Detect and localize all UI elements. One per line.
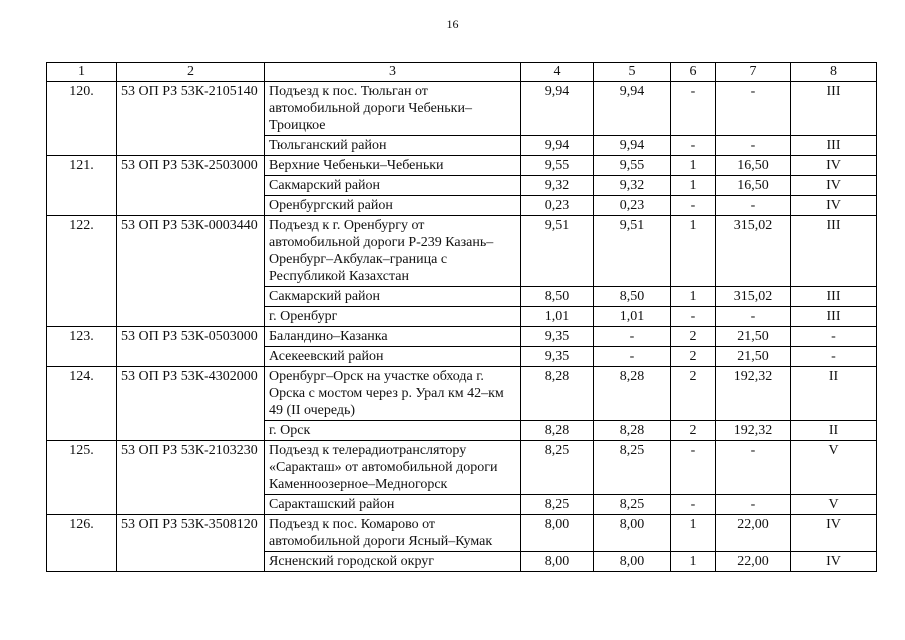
table-row-road: [47, 327, 877, 347]
roads-table: [46, 62, 877, 572]
entry-number-cell: 121.: [47, 156, 117, 176]
table-row-district: [47, 307, 877, 327]
value-cell: 315,02: [716, 216, 791, 287]
road-name-cell: Подъезд к г. Оренбургу от автомобильной дороги Р-239 Казань–Оренбург–Акбулак–граница с Республикой Казахстан: [265, 216, 521, 287]
length-asphalt-cell: -: [594, 347, 671, 367]
length-total-cell: 9,55: [521, 156, 594, 176]
category-cell: -: [791, 347, 877, 367]
empty-cell: [117, 421, 265, 441]
empty-cell: [47, 421, 117, 441]
road-name-cell: Подъезд к телерадиотранслятору «Саракташ» от автомобильной дороги Каменноозерное–Медногорск: [265, 441, 521, 495]
lanes-cell: 2: [671, 421, 716, 441]
length-total-cell: 8,25: [521, 441, 594, 495]
page-number: 16: [446, 17, 459, 31]
category-cell: IV: [791, 552, 877, 572]
header-cell: 2: [117, 63, 265, 82]
length-asphalt-cell: 9,55: [594, 156, 671, 176]
entry-number-cell: 124.: [47, 367, 117, 421]
value-cell: 192,32: [716, 367, 791, 421]
length-asphalt-cell: 8,50: [594, 287, 671, 307]
lanes-cell: -: [671, 495, 716, 515]
value-cell: 315,02: [716, 287, 791, 307]
table-row-road: [47, 156, 877, 176]
value-cell: 22,00: [716, 515, 791, 552]
length-total-cell: 9,94: [521, 82, 594, 136]
length-total-cell: 9,51: [521, 216, 594, 287]
empty-cell: [117, 136, 265, 156]
lanes-cell: -: [671, 196, 716, 216]
empty-cell: [47, 495, 117, 515]
length-total-cell: 8,28: [521, 367, 594, 421]
table-row-district: [47, 136, 877, 156]
empty-cell: [117, 176, 265, 196]
value-cell: 21,50: [716, 327, 791, 347]
category-cell: IV: [791, 156, 877, 176]
length-total-cell: 8,00: [521, 552, 594, 572]
empty-cell: [117, 307, 265, 327]
value-cell: -: [716, 136, 791, 156]
length-asphalt-cell: 8,00: [594, 552, 671, 572]
table-row-road: [47, 82, 877, 136]
table-row-district: [47, 287, 877, 307]
road-name-cell: Баландино–Казанка: [265, 327, 521, 347]
lanes-cell: -: [671, 441, 716, 495]
length-total-cell: 8,50: [521, 287, 594, 307]
category-cell: II: [791, 421, 877, 441]
empty-cell: [47, 196, 117, 216]
lanes-cell: -: [671, 307, 716, 327]
value-cell: -: [716, 307, 791, 327]
district-name-cell: Оренбургский район: [265, 196, 521, 216]
value-cell: -: [716, 495, 791, 515]
empty-cell: [47, 287, 117, 307]
empty-cell: [117, 287, 265, 307]
empty-cell: [117, 196, 265, 216]
length-asphalt-cell: 8,00: [594, 515, 671, 552]
category-cell: III: [791, 287, 877, 307]
table-row-district: [47, 495, 877, 515]
value-cell: 192,32: [716, 421, 791, 441]
entry-number-cell: 120.: [47, 82, 117, 136]
road-code-cell: 53 ОП РЗ 53К-2105140: [117, 82, 265, 136]
empty-cell: [47, 347, 117, 367]
category-cell: III: [791, 307, 877, 327]
category-cell: IV: [791, 176, 877, 196]
length-asphalt-cell: 9,94: [594, 136, 671, 156]
empty-cell: [117, 347, 265, 367]
category-cell: III: [791, 216, 877, 287]
value-cell: 21,50: [716, 347, 791, 367]
length-asphalt-cell: 8,25: [594, 441, 671, 495]
district-name-cell: Тюльганский район: [265, 136, 521, 156]
entry-number-cell: 126.: [47, 515, 117, 552]
empty-cell: [47, 176, 117, 196]
road-code-cell: 53 ОП РЗ 53К-3508120: [117, 515, 265, 552]
length-asphalt-cell: 9,32: [594, 176, 671, 196]
length-total-cell: 9,94: [521, 136, 594, 156]
length-asphalt-cell: 8,28: [594, 421, 671, 441]
road-code-cell: 53 ОП РЗ 53К-4302000: [117, 367, 265, 421]
road-name-cell: Подъезд к пос. Тюльган от автомобильной дороги Чебеньки–Троицкое: [265, 82, 521, 136]
length-asphalt-cell: -: [594, 327, 671, 347]
category-cell: III: [791, 82, 877, 136]
length-asphalt-cell: 0,23: [594, 196, 671, 216]
table-row-road: [47, 441, 877, 495]
length-asphalt-cell: 8,28: [594, 367, 671, 421]
length-total-cell: 8,25: [521, 495, 594, 515]
lanes-cell: 1: [671, 552, 716, 572]
category-cell: V: [791, 495, 877, 515]
lanes-cell: 1: [671, 156, 716, 176]
entry-number-cell: 122.: [47, 216, 117, 287]
entry-number-cell: 123.: [47, 327, 117, 347]
category-cell: V: [791, 441, 877, 495]
length-asphalt-cell: 1,01: [594, 307, 671, 327]
length-total-cell: 9,35: [521, 327, 594, 347]
table-row-district: [47, 421, 877, 441]
lanes-cell: 1: [671, 176, 716, 196]
entry-number-cell: 125.: [47, 441, 117, 495]
district-name-cell: Саракташский район: [265, 495, 521, 515]
table-body: [47, 82, 877, 572]
road-code-cell: 53 ОП РЗ 53К-0503000: [117, 327, 265, 347]
category-cell: -: [791, 327, 877, 347]
lanes-cell: 1: [671, 287, 716, 307]
lanes-cell: -: [671, 136, 716, 156]
length-total-cell: 8,00: [521, 515, 594, 552]
length-total-cell: 0,23: [521, 196, 594, 216]
road-code-cell: 53 ОП РЗ 53К-2103230: [117, 441, 265, 495]
table-row-district: [47, 552, 877, 572]
length-asphalt-cell: 9,51: [594, 216, 671, 287]
lanes-cell: 1: [671, 216, 716, 287]
road-name-cell: Верхние Чебеньки–Чебеньки: [265, 156, 521, 176]
header-cell: 3: [265, 63, 521, 82]
road-name-cell: Оренбург–Орск на участке обхода г. Орска с мостом через р. Урал км 42–км 49 (II очередь): [265, 367, 521, 421]
header-cell: 4: [521, 63, 594, 82]
value-cell: 22,00: [716, 552, 791, 572]
header-cell: 1: [47, 63, 117, 82]
length-total-cell: 8,28: [521, 421, 594, 441]
empty-cell: [117, 495, 265, 515]
road-name-cell: Подъезд к пос. Комарово от автомобильной дороги Ясный–Кумак: [265, 515, 521, 552]
table-row-road: [47, 216, 877, 287]
empty-cell: [47, 136, 117, 156]
lanes-cell: 2: [671, 347, 716, 367]
road-code-cell: 53 ОП РЗ 53К-0003440: [117, 216, 265, 287]
empty-cell: [47, 552, 117, 572]
header-cell: 6: [671, 63, 716, 82]
length-asphalt-cell: 9,94: [594, 82, 671, 136]
category-cell: IV: [791, 515, 877, 552]
district-name-cell: Сакмарский район: [265, 287, 521, 307]
lanes-cell: 1: [671, 515, 716, 552]
table-row-district: [47, 176, 877, 196]
length-asphalt-cell: 8,25: [594, 495, 671, 515]
length-total-cell: 9,32: [521, 176, 594, 196]
lanes-cell: 2: [671, 367, 716, 421]
lanes-cell: -: [671, 82, 716, 136]
value-cell: -: [716, 196, 791, 216]
value-cell: 16,50: [716, 176, 791, 196]
category-cell: IV: [791, 196, 877, 216]
header-cell: 7: [716, 63, 791, 82]
category-cell: III: [791, 136, 877, 156]
value-cell: -: [716, 82, 791, 136]
length-total-cell: 1,01: [521, 307, 594, 327]
table-row-district: [47, 196, 877, 216]
table-row-road: [47, 515, 877, 552]
table-row-road: [47, 367, 877, 421]
district-name-cell: Ясненский городской округ: [265, 552, 521, 572]
header-cell: 8: [791, 63, 877, 82]
district-name-cell: Асекеевский район: [265, 347, 521, 367]
district-name-cell: Сакмарский район: [265, 176, 521, 196]
district-name-cell: г. Орск: [265, 421, 521, 441]
header-cell: 5: [594, 63, 671, 82]
category-cell: II: [791, 367, 877, 421]
table-row-district: [47, 347, 877, 367]
value-cell: 16,50: [716, 156, 791, 176]
length-total-cell: 9,35: [521, 347, 594, 367]
lanes-cell: 2: [671, 327, 716, 347]
district-name-cell: г. Оренбург: [265, 307, 521, 327]
road-code-cell: 53 ОП РЗ 53К-2503000: [117, 156, 265, 176]
header-row: [47, 63, 877, 82]
empty-cell: [47, 307, 117, 327]
empty-cell: [117, 552, 265, 572]
value-cell: -: [716, 441, 791, 495]
